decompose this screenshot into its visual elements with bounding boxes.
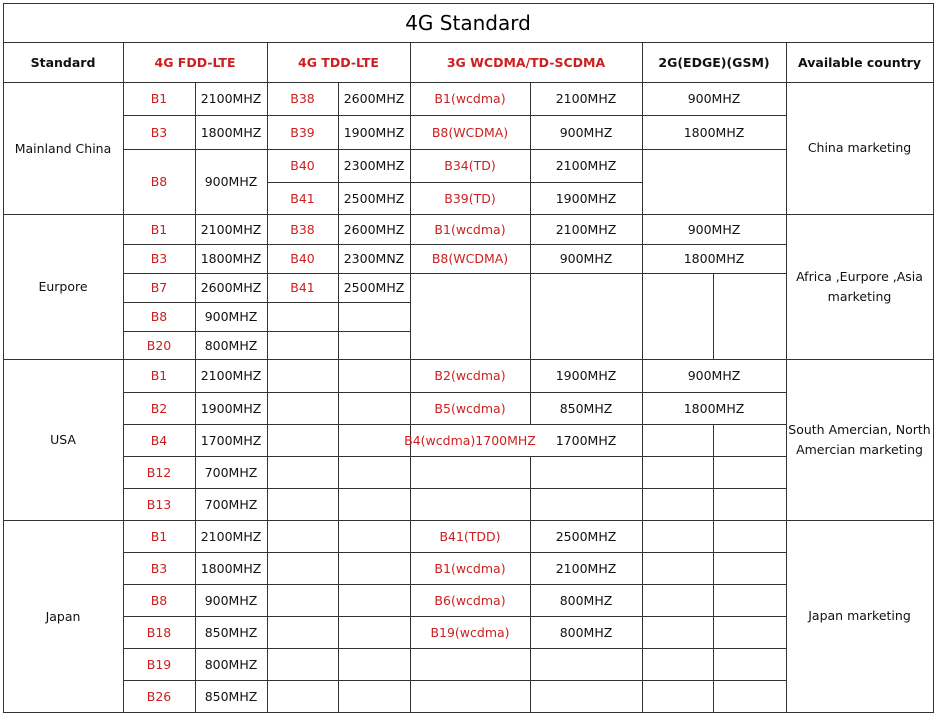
wcdma-band: B1(wcdma)	[434, 91, 506, 106]
tdd-frequency: 1900MHZ	[343, 124, 405, 140]
table-title: 4G Standard	[405, 10, 531, 35]
fdd-frequency: 2100MHZ	[200, 221, 262, 237]
table-border-bottom	[3, 712, 934, 713]
fdd-frequency: 700MHZ	[204, 496, 258, 512]
fdd-frequency: 1800MHZ	[200, 124, 262, 140]
wcdma-frequency: 2100MHZ	[555, 560, 617, 576]
tdd-frequency: 2300MNZ	[343, 251, 405, 266]
fdd-band: B7	[150, 280, 168, 295]
region-name-mainland-china: Mainland China	[14, 140, 112, 156]
wcdma-band: B1(wcdma)	[434, 560, 506, 576]
wcdma-band: B5(wcdma)	[434, 400, 506, 416]
tdd-frequency: 2600MHZ	[343, 91, 405, 106]
tdd-band: B39	[290, 124, 315, 140]
header-3g-wcdma: 3G WCDMA/TD-SCDMA	[446, 54, 606, 70]
fdd-frequency: 2100MHZ	[200, 368, 262, 383]
fdd-band: B18	[146, 624, 172, 640]
tdd-band: B40	[290, 158, 315, 173]
wcdma-frequency: 2100MHZ	[555, 91, 617, 106]
fdd-band: B2	[150, 400, 168, 416]
availability-europe: Africa ,Eurpore ,Asia marketing	[796, 268, 923, 304]
header-2g-gsm: 2G(EDGE)(GSM)	[658, 54, 770, 70]
fdd-band: B3	[150, 124, 168, 140]
fdd-frequency: 850MHZ	[204, 688, 258, 704]
fdd-frequency: 2100MHZ	[200, 528, 262, 544]
header-standard: Standard	[30, 54, 96, 70]
availability-mainland-china: China marketing	[807, 140, 912, 155]
tdd-band: B38	[290, 221, 315, 237]
wcdma-frequency: 900MHZ	[559, 251, 613, 266]
gsm-frequency: 1800MHZ	[683, 400, 745, 416]
availability-japan: Japan marketing	[808, 608, 911, 623]
fdd-band: B8	[150, 592, 168, 608]
wcdma-frequency: 2100MHZ	[555, 221, 617, 237]
wcdma-frequency: 1700MHZ	[555, 432, 617, 448]
tdd-band: B41	[290, 280, 315, 295]
wcdma-band: B41(TDD)	[439, 528, 501, 544]
tdd-frequency: 2500MHZ	[343, 280, 405, 295]
wcdma-frequency: 800MHZ	[559, 592, 613, 608]
fdd-frequency: 2100MHZ	[200, 91, 262, 106]
fdd-band: B20	[146, 337, 172, 353]
fdd-frequency: 850MHZ	[204, 624, 258, 640]
wcdma-frequency: 2500MHZ	[555, 528, 617, 544]
fdd-frequency: 1900MHZ	[200, 400, 262, 416]
fdd-frequency: 1800MHZ	[200, 560, 262, 576]
wcdma-band: B39(TD)	[444, 190, 496, 206]
fdd-band: B19	[146, 656, 172, 672]
wcdma-band: B19(wcdma)	[430, 624, 510, 640]
region-name-europe: Eurpore	[38, 279, 88, 294]
gsm-frequency: 900MHZ	[687, 368, 741, 383]
fdd-frequency: 900MHZ	[204, 592, 258, 608]
fdd-frequency: 1700MHZ	[200, 432, 262, 448]
wcdma-band: B34(TD)	[444, 158, 496, 173]
gsm-frequency: 900MHZ	[687, 91, 741, 106]
fdd-band: B13	[146, 496, 172, 512]
tdd-band: B38	[290, 91, 315, 106]
fdd-band: B26	[146, 688, 172, 704]
fdd-band: B4	[150, 432, 168, 448]
tdd-band: B41	[290, 190, 315, 206]
fdd-band: B8	[150, 174, 168, 189]
wcdma-band: B6(wcdma)	[434, 592, 506, 608]
header-4g-tdd-lte: 4G TDD-LTE	[298, 54, 379, 70]
header-4g-fdd-lte: 4G FDD-LTE	[154, 54, 236, 70]
fdd-band: B1	[150, 221, 168, 237]
table-border-right	[933, 3, 934, 713]
column-divider	[713, 273, 714, 360]
gsm-frequency: 900MHZ	[687, 221, 741, 237]
column-divider	[713, 424, 714, 713]
fdd-frequency: 900MHZ	[204, 309, 258, 324]
wcdma-band: B2(wcdma)	[434, 368, 506, 383]
fdd-band: B1	[150, 528, 168, 544]
fdd-frequency: 2600MHZ	[200, 280, 262, 295]
gsm-frequency: 1800MHZ	[683, 251, 745, 266]
wcdma-band: B8(WCDMA)	[431, 124, 509, 140]
tdd-frequency: 2300MHZ	[343, 158, 405, 173]
fdd-band: B12	[146, 464, 172, 480]
fdd-frequency: 1800MHZ	[200, 251, 262, 266]
fdd-band: B1	[150, 368, 168, 383]
fdd-frequency: 900MHZ	[204, 174, 258, 189]
wcdma-band: B8(WCDMA)	[431, 251, 509, 266]
tdd-frequency: 2600MHZ	[343, 221, 405, 237]
gsm-frequency: 1800MHZ	[683, 124, 745, 140]
fdd-band: B8	[150, 309, 168, 324]
tdd-frequency: 2500MHZ	[343, 190, 405, 206]
header-available-country: Available country	[798, 54, 921, 70]
tdd-band: B40	[290, 251, 315, 266]
fdd-frequency: 700MHZ	[204, 464, 258, 480]
wcdma-frequency: 900MHZ	[559, 124, 613, 140]
wcdma-band: B1(wcdma)	[434, 221, 506, 237]
fdd-frequency: 800MHZ	[204, 337, 258, 353]
wcdma-frequency: 1900MHZ	[555, 368, 617, 383]
region-name-usa: USA	[50, 432, 76, 447]
fdd-band: B1	[150, 91, 168, 106]
fdd-frequency: 800MHZ	[204, 656, 258, 672]
wcdma-frequency: 850MHZ	[559, 400, 613, 416]
wcdma-frequency: 800MHZ	[559, 624, 613, 640]
fdd-band: B3	[150, 560, 168, 576]
wcdma-band: B4(wcdma)1700MHZ	[404, 432, 536, 448]
availability-usa: South Amercian, North Amercian marketing	[788, 421, 931, 457]
wcdma-frequency: 1900MHZ	[555, 190, 617, 206]
fdd-band: B3	[150, 251, 168, 266]
wcdma-frequency: 2100MHZ	[555, 158, 617, 173]
region-name-japan: Japan	[45, 608, 81, 624]
